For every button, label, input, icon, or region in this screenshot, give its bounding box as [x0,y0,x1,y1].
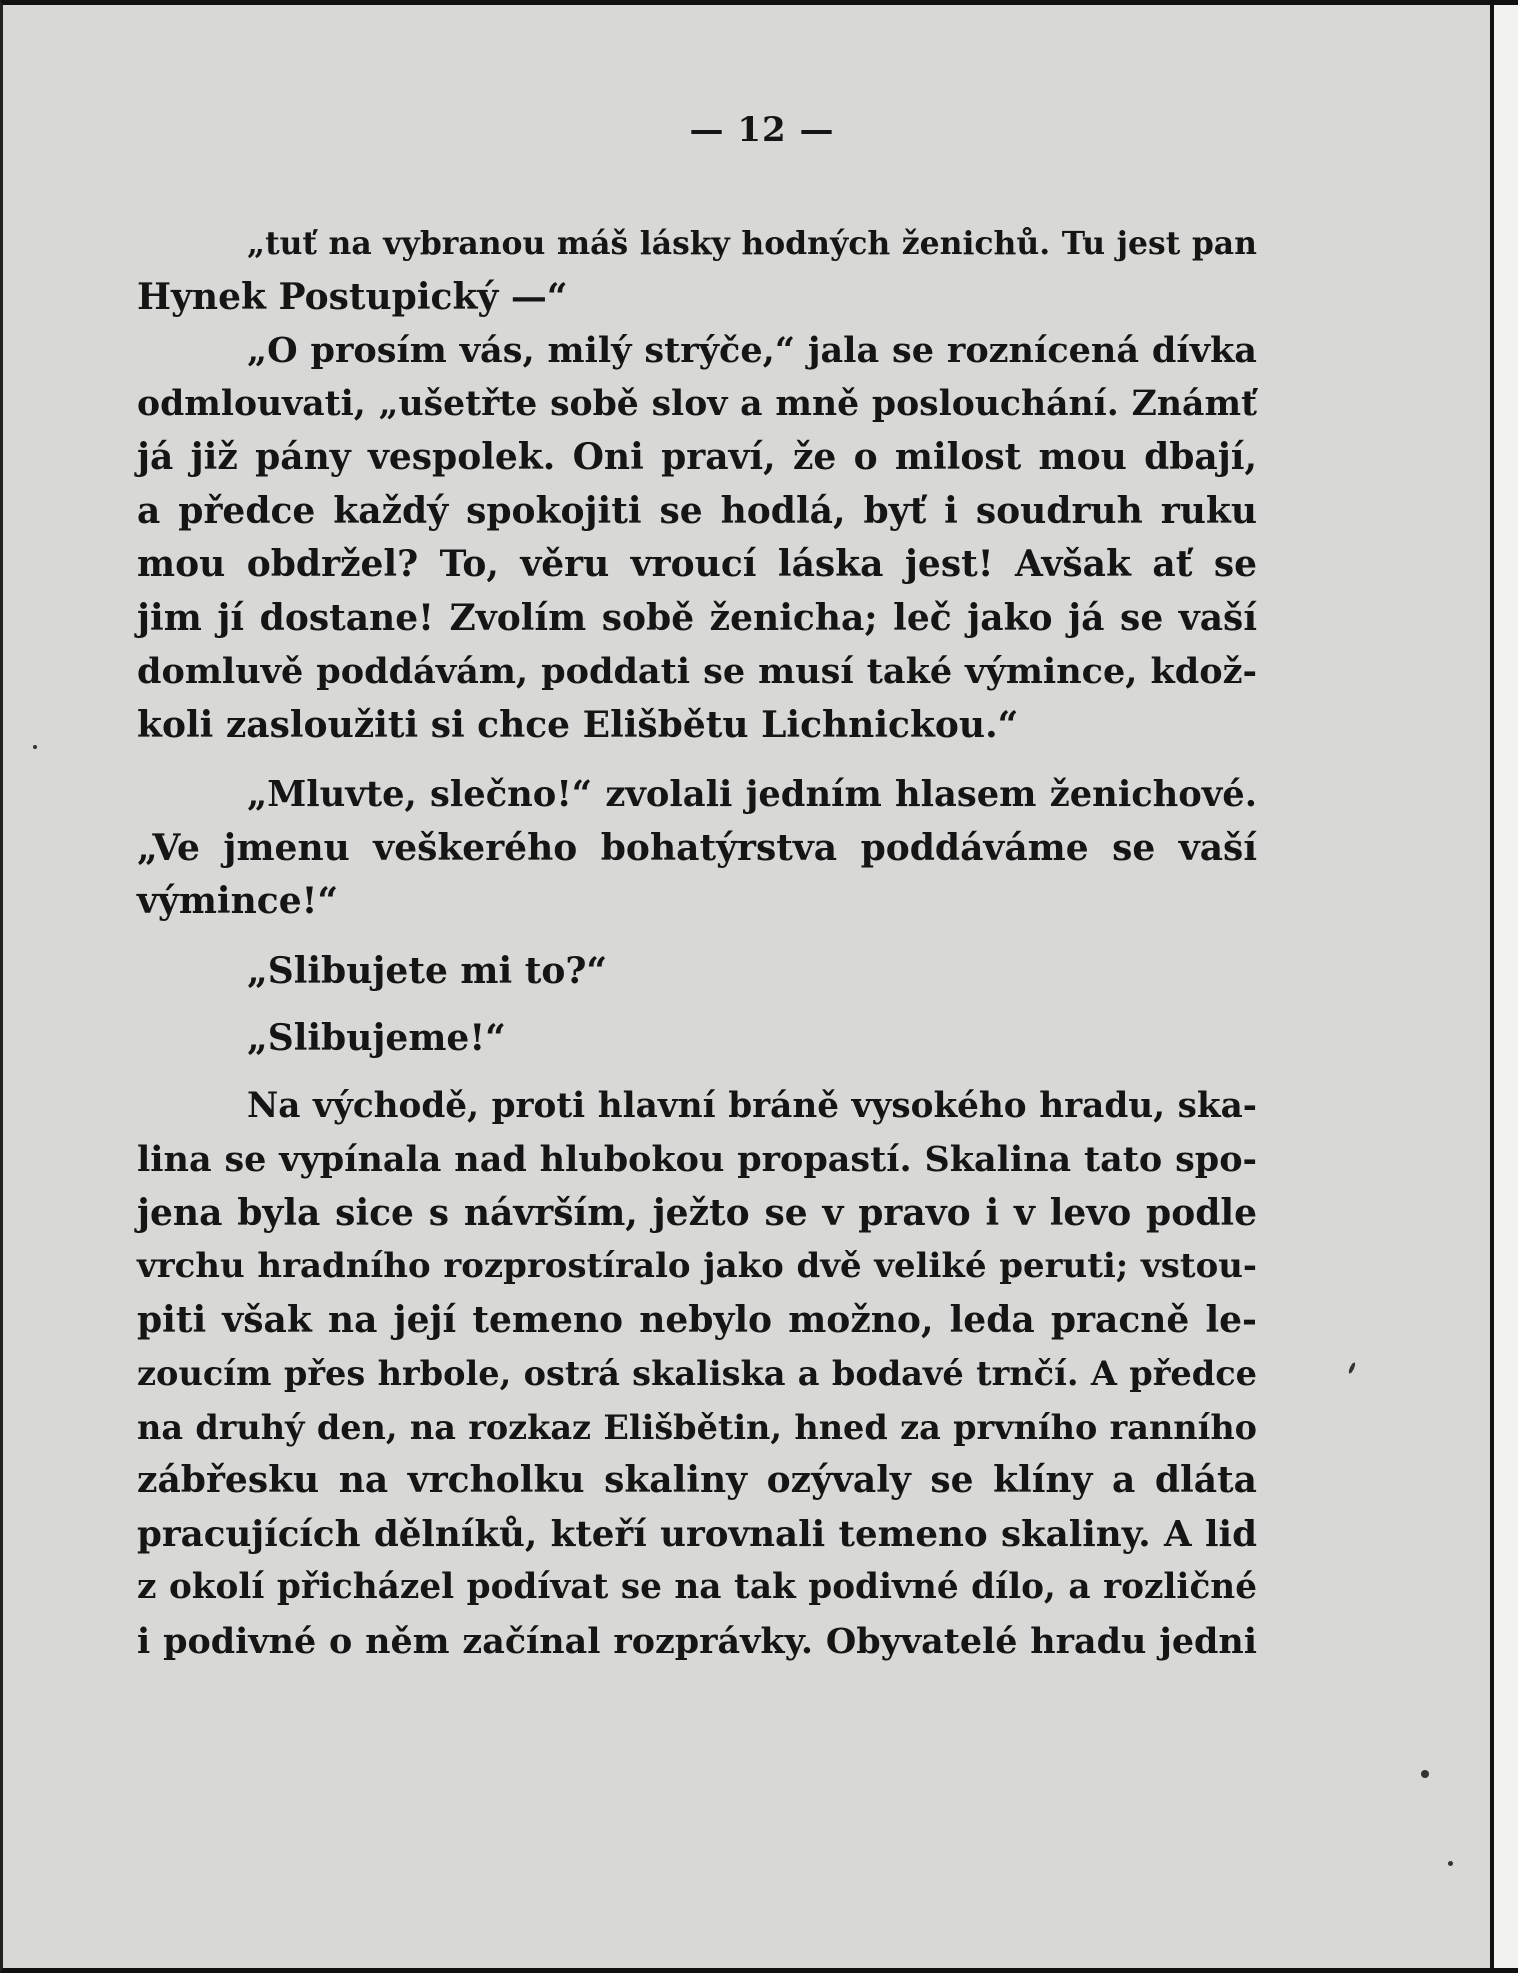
text-line: koli zasloužiti si chce Elišbětu Lichnickou.“ [137,703,1019,746]
paragraph-1 [137,217,1257,324]
text-line: „O prosím vás, milý strýče,“ jala se roznícená dívka [247,330,1257,371]
text-line: Hynek Postupický —“ [137,275,568,318]
text-line: z okolí přicházel podívat se na tak podivné dílo, a rozličné [137,1567,1257,1607]
text-line: „tuť na vybranou máš lásky hodných ženichů. Tu jest pan [247,225,1257,262]
paragraph-3 [137,768,1257,929]
paragraph-4 [137,945,1257,999]
text-line: na druhý den, na rozkaz Elišbětin, hned za prvního ranního [137,1407,1257,1447]
page-edge [1490,5,1518,1968]
paragraph-6 [137,1080,1257,1669]
text-line: vrchu hradního rozprostíralo jako dvě veliké peruti; vstou- [137,1246,1257,1286]
text-line: „Mluvte, slečno!“ zvolali jedním hlasem ženichové. [247,774,1257,815]
text-line: zoucím přes hrbole, ostrá skaliska a bodavé trnčí. A předce [137,1353,1257,1393]
page-number: — 12 — [689,110,835,150]
text-line: odmlouvati, „ušetřte sobě slov a mně poslouchání. Známť [137,383,1257,424]
text-line: výmince!“ [137,880,339,922]
paragraph-5 [137,1012,1257,1066]
text-line: jim jí dostane! Zvolím sobě ženicha; leč jako já se vaší [137,596,1257,639]
paragraph-2 [137,324,1257,752]
text-line: lina se vypínala nad hlubokou propastí. Skalina tato spo- [137,1139,1257,1180]
text-line: Na východě, proti hlavní bráně vysokého hradu, ska- [247,1085,1257,1126]
text-line: piti však na její temeno nebylo možno, leda pracně le- [137,1298,1257,1341]
text-line: „Slibujete mi to?“ [247,949,608,992]
text-line: pracujících dělníků, kteří urovnali temeno skaliny. A lid [137,1513,1257,1555]
text-line: jena byla sice s návrším, ježto se v pravo i v levo podle [137,1191,1257,1234]
text-line: i podivné o něm začínal rozprávky. Obyvatelé hradu jedni [137,1620,1257,1662]
text-line: já již pány vespolek. Oni praví, že o milost mou dbají, [137,436,1257,478]
text-line: zábřesku na vrcholku skaliny ozývaly se klíny a dláta [137,1459,1257,1501]
text-line: a předce každý spokojiti se hodlá, byť i soudruh ruku [137,489,1257,532]
paper-speck [1348,1362,1357,1375]
paper-speck [1421,1770,1429,1778]
text-line: domluvě poddávám, poddati se musí také výmince, kdož- [137,651,1257,692]
paper-speck [33,745,37,749]
text-line: mou obdržel? To, věru vroucí láska jest! Avšak ať se [137,543,1257,585]
text-line: „Slibujeme!“ [247,1017,506,1059]
text-line: „Ve jmenu veškerého bohatýrstva poddáváme se vaší [137,826,1257,869]
paper-speck [1448,1861,1453,1866]
body-text [137,217,1257,1668]
